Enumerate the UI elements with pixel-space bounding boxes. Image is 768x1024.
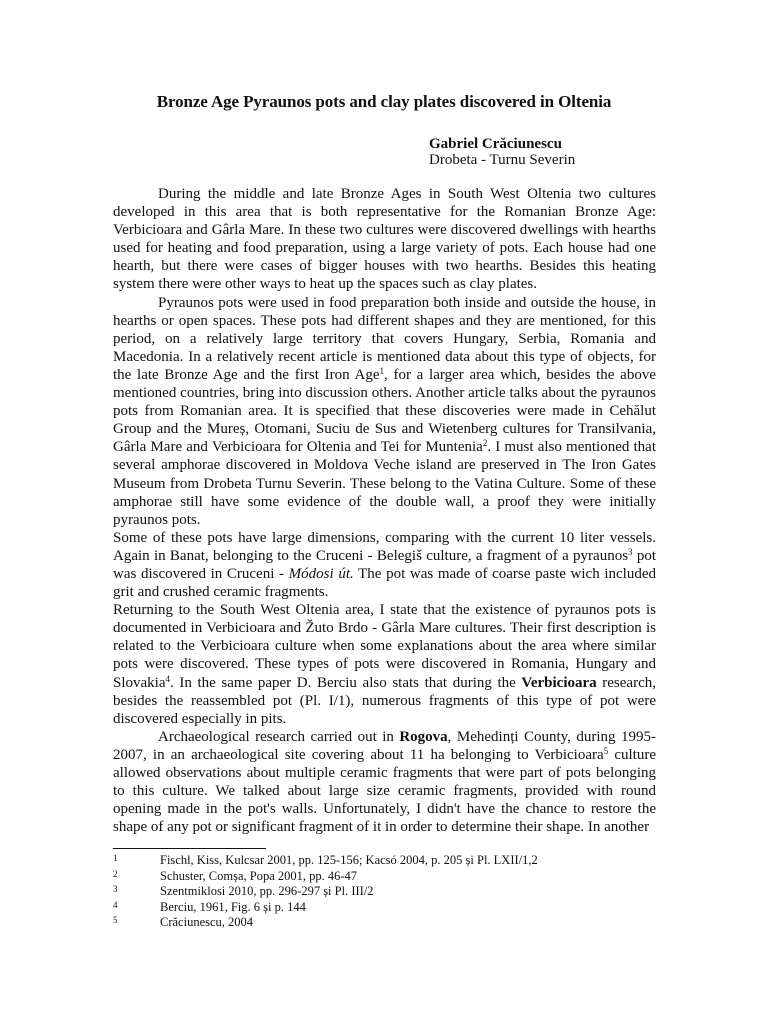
paragraph-4: Returning to the South West Oltenia area, I state that the existence of pyraunos pots is documented in Verbicioara and Žuto Brdo - Gârla Mare cultures. Their first description is related to the Verbicioara culture when some explanations about the area where similar pots were discovered. These types of pots were discovered in Romania, Hungary and Slovakia$^4$. In the same paper D. Berciu also stats that during the Verbicioara research, besides the reassembled pot (Pl. I/1), numerous fragments of this type of pot were discovered especially in pits. xyxy=(113,602,656,727)
footnote-number: 4 xyxy=(113,899,118,910)
author-name: Gabriel Crăciunescu xyxy=(429,136,562,152)
bold-site-verbicioara: Verbicioara xyxy=(521,674,597,691)
footnote-text: Berciu, 1961, Fig. 6 și p. 144 xyxy=(160,899,306,914)
footnote-number: 3 xyxy=(113,884,118,894)
paper-title: Bronze Age Pyraunos pots and clay plates discovered in Oltenia xyxy=(156,92,612,111)
footnote-ref-4: 4 xyxy=(165,673,170,684)
footnote-text: Crăciunescu, 2004 xyxy=(160,915,254,929)
footnote-text: Schuster, Comșa, Popa 2001, pp. 46-47 xyxy=(160,868,358,883)
italic-place-name: Módosi út. xyxy=(288,565,354,582)
paragraph-3: Some of these pots have large dimensions, comparing with the current 10 liter vessels. Again in Banat, belonging to the Cruceni - Belegiš culture, a fragment of a pyraunos$^3$ pot was discovered in Cruceni - Módosi út. The pot was made of coarse paste wich included grit and crushed ceramic fragments. xyxy=(113,529,656,601)
paragraph-5: Archaeological research carried out in Rogova, Mehedinți County, during 1995-2007, in an archaeological site covering about 11 ha belonging to Verbicioara$^5$ culture allowed observations about multiple ceramic fragments that were part of pots belonging to this culture. We talked about large size ceramic fragments, provided with round opening made in the pot's walls. Unfortunately, I didn't have the chance to restore the shape of any pot or significant fragment of it in order to determine their shape. In another xyxy=(113,728,657,836)
author-affiliation: Drobeta - Turnu Severin xyxy=(429,152,576,168)
footnote-ref-1: 1 xyxy=(379,365,384,376)
footnote-number: 2 xyxy=(113,868,118,879)
footnote-ref-3: 3 xyxy=(628,546,633,557)
footnote-ref-2: 2 xyxy=(482,438,488,449)
footnote-text: Fischl, Kiss, Kulcsar 2001, pp. 125-156; Kacsó 2004, p. 205 și Pl. LXII/1,2 xyxy=(160,853,538,867)
footnote-number: 5 xyxy=(113,915,118,925)
body-text xyxy=(113,185,656,836)
paragraph-2: Pyraunos pots were used in food preparation both inside and outside the house, in hearths or open spaces. These pots had different shapes and they are mentioned, for this period, on a relatively large territory that covers Hungary, Serbia, Romania and Macedonia. In a relatively recent article is mentioned data about this type of objects, for the late Bronze Age and the first Iron Age$^1$, for a larger area which, besides the above mentioned countries, bring into discussion others. Another article talks about the pyraunos pots from Romanian area. It is specified that these discoveries were made in Cehălut Group and the Mureș, Otomani, Suciu de Sus and Wietenberg cultures for Transilvania, Gârla Mare and Verbicioara for Oltenia and Tei for Muntenia$^2$. I must also mentioned that several amphorae discovered in Moldova Veche island are preserved in The Iron Gates Museum from Drobeta Turnu Severin. These belong to the Vatina Culture. Some of these amphorae still have some evidence of the double wall, a proof they were initially pyraunos pots. xyxy=(113,294,656,528)
bold-site-rogova: Rogova xyxy=(399,728,448,745)
footnote-ref-5: 5 xyxy=(603,745,609,756)
footnote-divider xyxy=(113,848,266,849)
footnote-number: 1 xyxy=(113,853,118,863)
footnote-text: Szentmiklosi 2010, pp. 296-297 și Pl. III/2 xyxy=(160,884,374,898)
paragraph-1: During the middle and late Bronze Ages in South West Oltenia two cultures developed in this area that is both representative for the Romanian Bronze Age: Verbicioara and Gârla Mare. In these two cultures were discovered dwellings with hearths used for heating and food preparation, using a large variety of pots. Each house had one hearth, but there were cases of bigger houses with two hearths. Besides this heating system there were other ways to heat up the spaces such as clay plates. xyxy=(113,186,656,293)
